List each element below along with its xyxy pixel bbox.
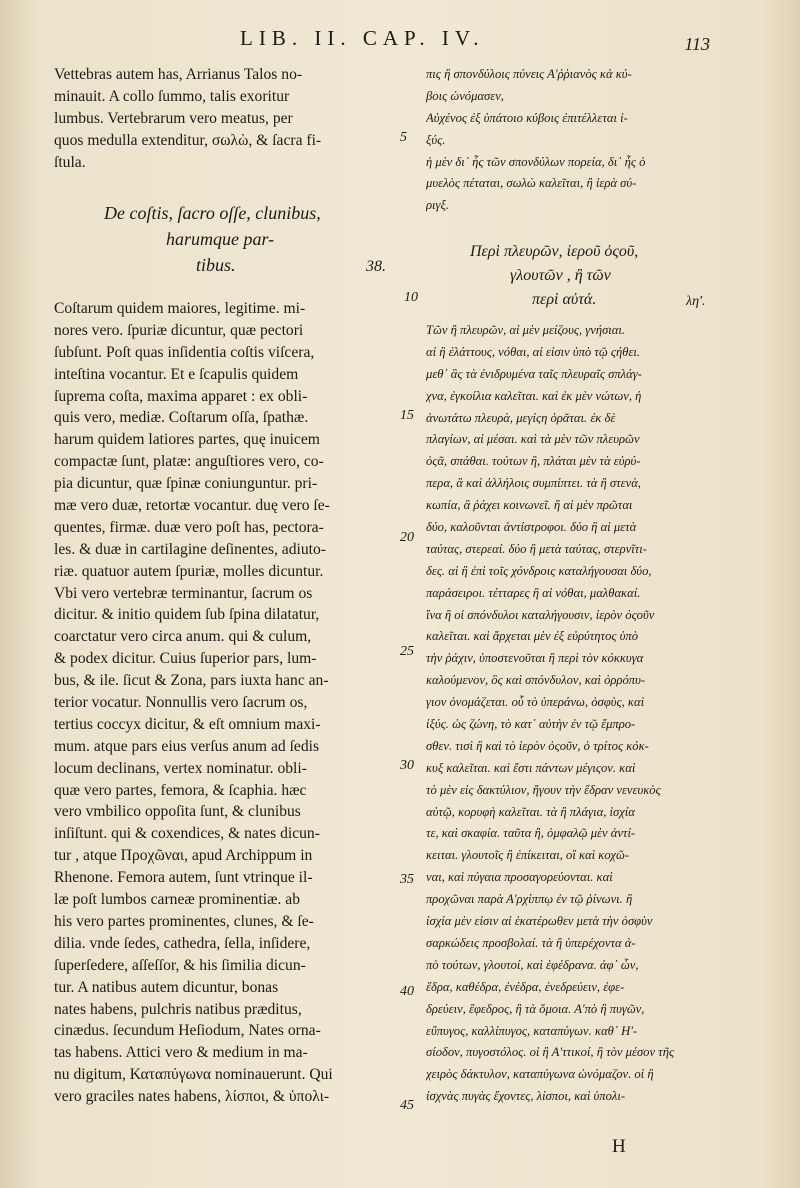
text-line: βοις ὠνόμασεν, (426, 88, 504, 103)
text-line: Αὐχένος ἐξ ὑπάτοιο κύβοις ἐπιτέλλεται ἰ- (426, 110, 628, 125)
text-line: coarctatur vero circa anum. qui & culum, (54, 628, 312, 646)
text-line: vero graciles nates habens, λίσποι, & ὑπολι- (54, 1088, 330, 1106)
greek-heading-line: γλουτῶν , ἢ τῶν (510, 267, 611, 284)
text-line: τε, καὶ σκαφία. ταῦτα ἢ, ὀμφαλῷ μὲν ἀντί- (426, 826, 636, 841)
line-number: 20 (400, 530, 414, 545)
text-line: Vbi vero vertebræ terminantur, ſacrum os (54, 584, 313, 602)
text-line: χνα, ἐγκοίλια καλεῖται. καὶ ἐκ μὲν νώτων, ἡ (426, 388, 642, 403)
text-line: nates habens, pulchris natibus præditus, (54, 1000, 302, 1018)
greek-body (426, 320, 732, 1108)
text-line: harum quidem latiores partes, quę inuicem (54, 431, 320, 449)
text-line: δες. αἱ ἢ ἐπὶ τοῖς χόνδροις καταλήγουσαι δύο, (426, 563, 652, 578)
text-line: σθεν. τισὶ ἢ καὶ τὸ ἱερὸν ὀςοῦν, ὁ τρίτος κόκ- (426, 738, 649, 753)
page-number: 113 (684, 34, 710, 54)
line-number: 35 (400, 872, 414, 887)
text-line: μεθ᾽ ἃς τὰ ἐνιδρυμένα ταῖς πλευραῖς σπλάγ- (426, 366, 642, 381)
text-line: δρεύειν, ἔφεδρος, ἢ τὰ ὅμοια. Α'πὸ ἢ πυγῶν, (426, 1001, 645, 1016)
greek-intro (426, 64, 732, 217)
line-number: 40 (400, 984, 414, 999)
text-line: κυξ καλεῖται. καὶ ἔστι πάντων μέγιςον. καὶ (426, 760, 636, 775)
text-line: πλαγίων, αἱ μέσαι. καὶ τὰ μὲν τῶν πλευρῶν (426, 432, 640, 447)
text-line: tur. A natibus autem dicuntur, bonas (54, 978, 279, 996)
text-line: σίοδον, πυγοστόλος. οἱ ἢ Α'ττικοί, ἢ τὸν μέσον τῆς (426, 1045, 675, 1060)
text-line: πὸ τούτων, γλουτοί, καὶ ἑφέδρανα. ἀφ᾽ ὧν, (426, 957, 639, 972)
text-line: bus, & ile. ſicut & Zona, pars iuxta hanc an- (54, 672, 329, 690)
text-line: κωπία, ἃ ῥάχει κοινωνεῖ. ἢ αἱ μὲν πρῶται (426, 498, 633, 513)
text-line: pia dicuntur, quæ ſpinæ coniunguntur. pri- (54, 475, 318, 493)
text-line: ναι, καὶ πύγαια προσαγορεύονται. καὶ (426, 870, 613, 885)
text-line: γιον ὀνομάζεται. οὗ τὸ ὑπεράνω, ὀσφὺς, καὶ (426, 695, 645, 710)
text-line: αὐτῷ, κορυφὴ καλεῖται. τὰ ἢ πλάγια, ἰσχία (426, 804, 635, 819)
text-line: πις ἢ σπονδύλοις πύνεις Α'ῤῥιανὸς κἀ κύ- (426, 67, 632, 81)
text-line: ὀςᾶ, σπάθαι. τούτων ἢ, πλάται μὲν τὰ εὐρύ- (426, 454, 641, 469)
text-line: locum declinans, vertex nominatur. obli- (54, 759, 307, 777)
text-line: quos medulla extenditur, σωλὼ, & ſacra fi- (54, 131, 322, 149)
text-line: inſiſtunt. qui & coxendices, & nates dicun- (54, 825, 320, 843)
chapter-number: 38. (366, 258, 386, 275)
text-line: ἵνα ἢ οἱ σπόνδυλοι καταλήγουσιν, ἱερὸν ὀςοῦν (426, 607, 655, 622)
text-line: tertius coccyx dicitur, & eſt omnium maxi- (54, 715, 321, 733)
text-line: ἰξύς. ὡς ζώνη, τὸ κατ᾽ αὐτὴν ἐν τῷ ἔμπρο- (426, 717, 636, 732)
text-line: καλούμενον, ὃς καὶ σπόνδυλον, καὶ ὀρρόπυ- (426, 673, 646, 688)
text-line: ταύτας, στερεαί. δύο ἢ μετὰ ταύτας, στερνῖτι- (426, 541, 647, 556)
latin-intro (54, 64, 400, 173)
text-line: χειρὸς δάκτυλον, καταπύγωνα ὠνόμαζον. οἱ ἢ (426, 1067, 654, 1082)
text-line: ξύς. (426, 132, 446, 147)
text-line: ſuperſedere, aſſeſſor, & his ſimilia dicun- (54, 956, 306, 974)
text-line: ριγξ. (426, 198, 450, 213)
text-line: τὴν ῥάχιν, ὑποστενοῦται ἢ περὶ τὸν κόκκυγα (426, 651, 644, 666)
text-line: δύο, καλοῦνται ἀντίστροφοι. δύο ἢ αἱ μετὰ (426, 520, 637, 535)
text-line: dicitur. & initio quidem ſub ſpina dilatatur, (54, 606, 320, 624)
latin-heading-line: harumque par- (166, 229, 275, 249)
text-line: καλεῖται. καὶ ἄρχεται μὲν ἐξ εὐρύτητος ὑπὸ (426, 629, 639, 644)
text-line: ἀνωτάτω πλευρὰ, μεγίςη ὁρᾶται. ἐκ δὲ (426, 410, 616, 425)
text-line: Τῶν ἢ πλευρῶν, αἱ μὲν μείζους, γνήσιαι. (426, 323, 626, 337)
text-line: Vettebras autem has, Arrianus Talos no- (54, 66, 303, 83)
line-number: 10 (404, 290, 418, 305)
text-line: & podex dicitur. Cuius ſuperior pars, lum- (54, 650, 317, 668)
text-line: ſtula. (54, 153, 86, 171)
text-line: nores vero. ſpuriæ dicuntur, quæ pectori (54, 321, 304, 339)
text-line: compactæ ſunt, platæ: anguſtiores vero, co- (54, 453, 324, 471)
text-line: ſubſunt. Poſt quas inſidentia coſtis viſcera, (54, 343, 315, 361)
text-line: cinædus. ſecundum Heſiodum, Nates orna- (54, 1022, 321, 1040)
text-line: τὸ μὲν εἰς δακτύλιον, ἤγουν τὴν ἕδραν νενευκὸς (426, 782, 661, 797)
text-line: terior vocatur. Nonnullis vero ſacrum os, (54, 694, 308, 712)
greek-heading-line: περὶ αὐτά. (532, 291, 597, 308)
line-number: 45 (400, 1098, 414, 1113)
text-line: quis vero, mediæ. Coſtarum oſſa, ſpathæ. (54, 409, 309, 427)
text-line: dilia. vnde ſedes, cathedra, ſella, inſidere, (54, 934, 311, 952)
text-line: quæ vero partes, femora, & ſcaphia. hæc (54, 781, 307, 799)
line-number: 25 (400, 644, 414, 659)
text-line: læ poſt lumbos carneæ prominentiæ. ab (54, 891, 301, 909)
latin-heading-line: De coſtis, ſacro oſſe, clunibus, (104, 203, 321, 223)
text-line: Rhenone. Femora autem, ſunt vtrinque il- (54, 869, 313, 887)
text-line: lumbus. Vertebrarum vero meatus, per (54, 109, 293, 127)
text-line: tur , atque Προχῶναι, apud Archippum in (54, 847, 313, 865)
running-header: LIB. II. CAP. IV. (240, 26, 485, 50)
text-line: minauit. A collo ſummo, talis exoritur (54, 87, 290, 105)
latin-heading-line: tibus. (196, 255, 236, 275)
text-line: ἡ μὲν δι᾽ ἧς τῶν σπονδύλων πορεία, δι᾽ ἧς ὁ (426, 154, 646, 169)
line-number: 15 (400, 408, 414, 423)
text-line: Coſtarum quidem maiores, legitime. mi- (54, 300, 306, 317)
text-line: κειται. γλουτοῖς ἢ ἐπίκειται, οἳ καὶ κοχῶ- (426, 848, 630, 863)
text-line: αἱ ἢ ἐλάττους, νόθαι, αἱ εἰσιν ὑπὸ τῷ ςήθει. (426, 344, 641, 359)
text-line: μυελὸς πέταται, σωλὼ καλεῖται, ἢ ἱερὰ σύ- (426, 176, 637, 191)
text-line: περα, ἃ καὶ ἀλλήλοις συμπίπτει. τὰ ἢ στενὰ, (426, 476, 641, 491)
text-line: ſuprema coſta, maxima apparet : ex obli- (54, 387, 308, 405)
text-line: προχῶναι παρὰ Α'ρχίππῳ ἐν τῷ ῥίνωνι. ἢ (426, 892, 633, 907)
text-line: his vero partes prominentes, clunes, & ſe- (54, 912, 314, 930)
latin-body (54, 298, 400, 1108)
text-line: ἰσχία μὲν εἰσιν αἱ ἑκατέρωθεν μετὰ τὴν ὀσφὺν (426, 914, 653, 929)
text-line: inteſtina vocantur. Et e ſcapulis quidem (54, 365, 299, 383)
text-line: ἕδρα, καθέδρα, ἐνέδρα, ἐνεδρεύειν, ἐφε- (426, 979, 625, 994)
text-line: quentes, firmæ. duæ vero poſt has, pectora- (54, 518, 324, 536)
signature-mark: H (612, 1136, 626, 1157)
text-line: tas habens. Attici vero & medium in ma- (54, 1044, 308, 1062)
text-line: vero vmbilico oppoſita ſunt, & clunibus (54, 803, 301, 821)
text-line: les. & duæ in cartilagine deſinentes, adiuto- (54, 540, 326, 558)
text-line: mum. atque pars eius verſus anum ad ſedis (54, 737, 320, 755)
text-line: παράσειροι. τέτταρες ἢ αἱ νόθαι, μαλθακαί. (426, 585, 641, 600)
line-number: 30 (400, 758, 414, 773)
greek-heading-line: Περὶ πλευρῶν, ἱεροῦ ὀςοῦ, (470, 243, 639, 260)
text-line: riæ. quatuor autem ſpuriæ, molles dicuntur. (54, 562, 324, 580)
text-line: εὔπυγος, καλλίπυγος, καταπύγων. καθ᾽ Η'- (426, 1023, 638, 1038)
text-line: ἰσχνὰς πυγὰς ἔχοντες, λίσποι, καὶ ὑπολι- (426, 1089, 626, 1104)
text-line: nu digitum, Καταπύγωνα nominauerunt. Qui (54, 1066, 333, 1084)
greek-chapter-number: λη'. (686, 294, 706, 309)
text-line: mæ vero duæ, retortæ vocantur. duę vero ſe- (54, 497, 330, 515)
text-line: σαρκώδεις προσβολαί. τὰ ἢ ὑπερέχοντα ἀ- (426, 935, 636, 950)
line-number: 5 (400, 130, 407, 145)
